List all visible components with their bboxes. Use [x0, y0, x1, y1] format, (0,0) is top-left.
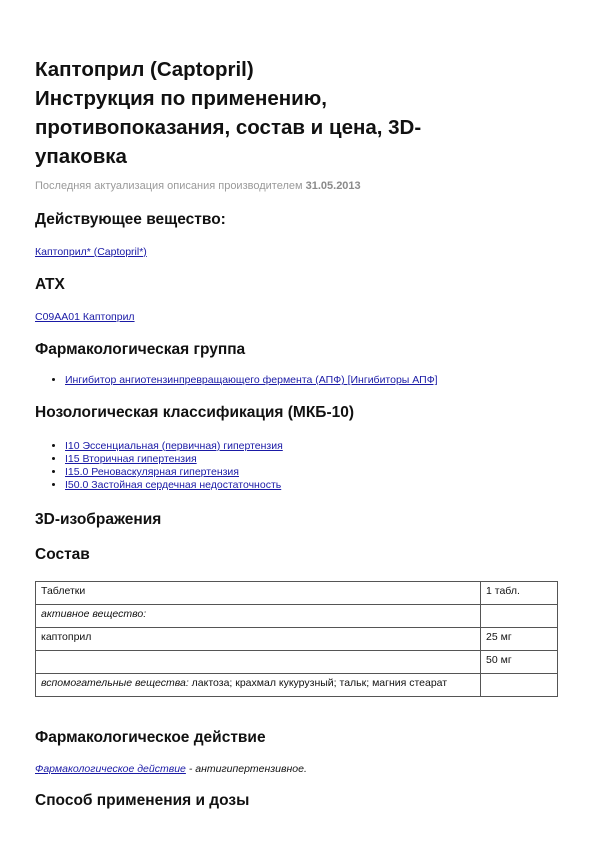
page-title [35, 55, 565, 171]
heading-pharm-action: Фармакологическое действие [35, 729, 266, 746]
heading-dosage: Способ применения и дозы [35, 792, 250, 809]
composition-dose-cell: 25 мг [481, 628, 558, 651]
title-line-2: Инструкция по применению, [35, 87, 327, 110]
list-item [65, 440, 283, 453]
heading-pharm-group: Фармакологическая группа [35, 341, 246, 358]
pharm-group-list [35, 374, 438, 387]
composition-dose-cell [481, 605, 558, 628]
title-line-1: Каптоприл (Captopril) [35, 58, 254, 81]
icd-link[interactable]: I50.0 Застойная сердечная недостаточность [65, 479, 282, 491]
title-line-3: противопоказания, состав и цена, 3D- [35, 116, 422, 139]
composition-table [35, 581, 558, 697]
table-row [36, 651, 558, 674]
excipients-list: лактоза; крахмал кукурузный; тальк; магния стеарат [188, 677, 448, 689]
last-updated-date: 31.05.2013 [305, 180, 361, 192]
composition-dose-cell: 50 мг [481, 651, 558, 674]
table-row [36, 674, 558, 697]
list-item [65, 479, 283, 492]
pharm-action-text: - антигипертензивное. [185, 763, 307, 775]
composition-dose-cell: 1 табл. [481, 582, 558, 605]
last-updated [35, 180, 361, 192]
title-line-4: упаковка [35, 145, 127, 168]
table-row [36, 605, 558, 628]
composition-name-cell: активное вещество: [36, 605, 481, 628]
heading-atc: ATX [35, 276, 65, 293]
atc-link[interactable]: C09AA01 Каптоприл [35, 311, 135, 323]
composition-name-cell: Таблетки [36, 582, 481, 605]
table-row [36, 582, 558, 605]
icd-link[interactable]: I15.0 Реноваскулярная гипертензия [65, 466, 239, 478]
heading-3d-images: 3D-изображения [35, 511, 162, 528]
icd-link[interactable]: I15 Вторичная гипертензия [65, 453, 197, 465]
list-item [65, 374, 438, 387]
last-updated-label: Последняя актуализация описания производителем [35, 180, 303, 192]
heading-icd: Нозологическая классификация (МКБ-10) [35, 404, 355, 421]
list-item [65, 453, 283, 466]
excipients-label: вспомогательные вещества: [41, 677, 189, 689]
composition-name-cell [36, 651, 481, 674]
composition-name-cell [36, 674, 481, 697]
composition-name-cell: каптоприл [36, 628, 481, 651]
pharm-action-link[interactable]: Фармакологическое действие [35, 763, 186, 775]
heading-active-substance: Действующее вещество: [35, 211, 226, 228]
icd-link[interactable]: I10 Эссенциальная (первичная) гипертензия [65, 440, 283, 452]
composition-dose-cell [481, 674, 558, 697]
pharm-group-link[interactable]: Ингибитор ангиотензинпревращающего фермента (АПФ) [Ингибиторы АПФ] [65, 374, 438, 386]
icd-list [35, 440, 283, 492]
list-item [65, 466, 283, 479]
table-row [36, 628, 558, 651]
heading-composition: Состав [35, 546, 90, 563]
active-substance-link[interactable]: Каптоприл* (Captopril*) [35, 246, 147, 258]
pharm-action-line [35, 763, 307, 775]
